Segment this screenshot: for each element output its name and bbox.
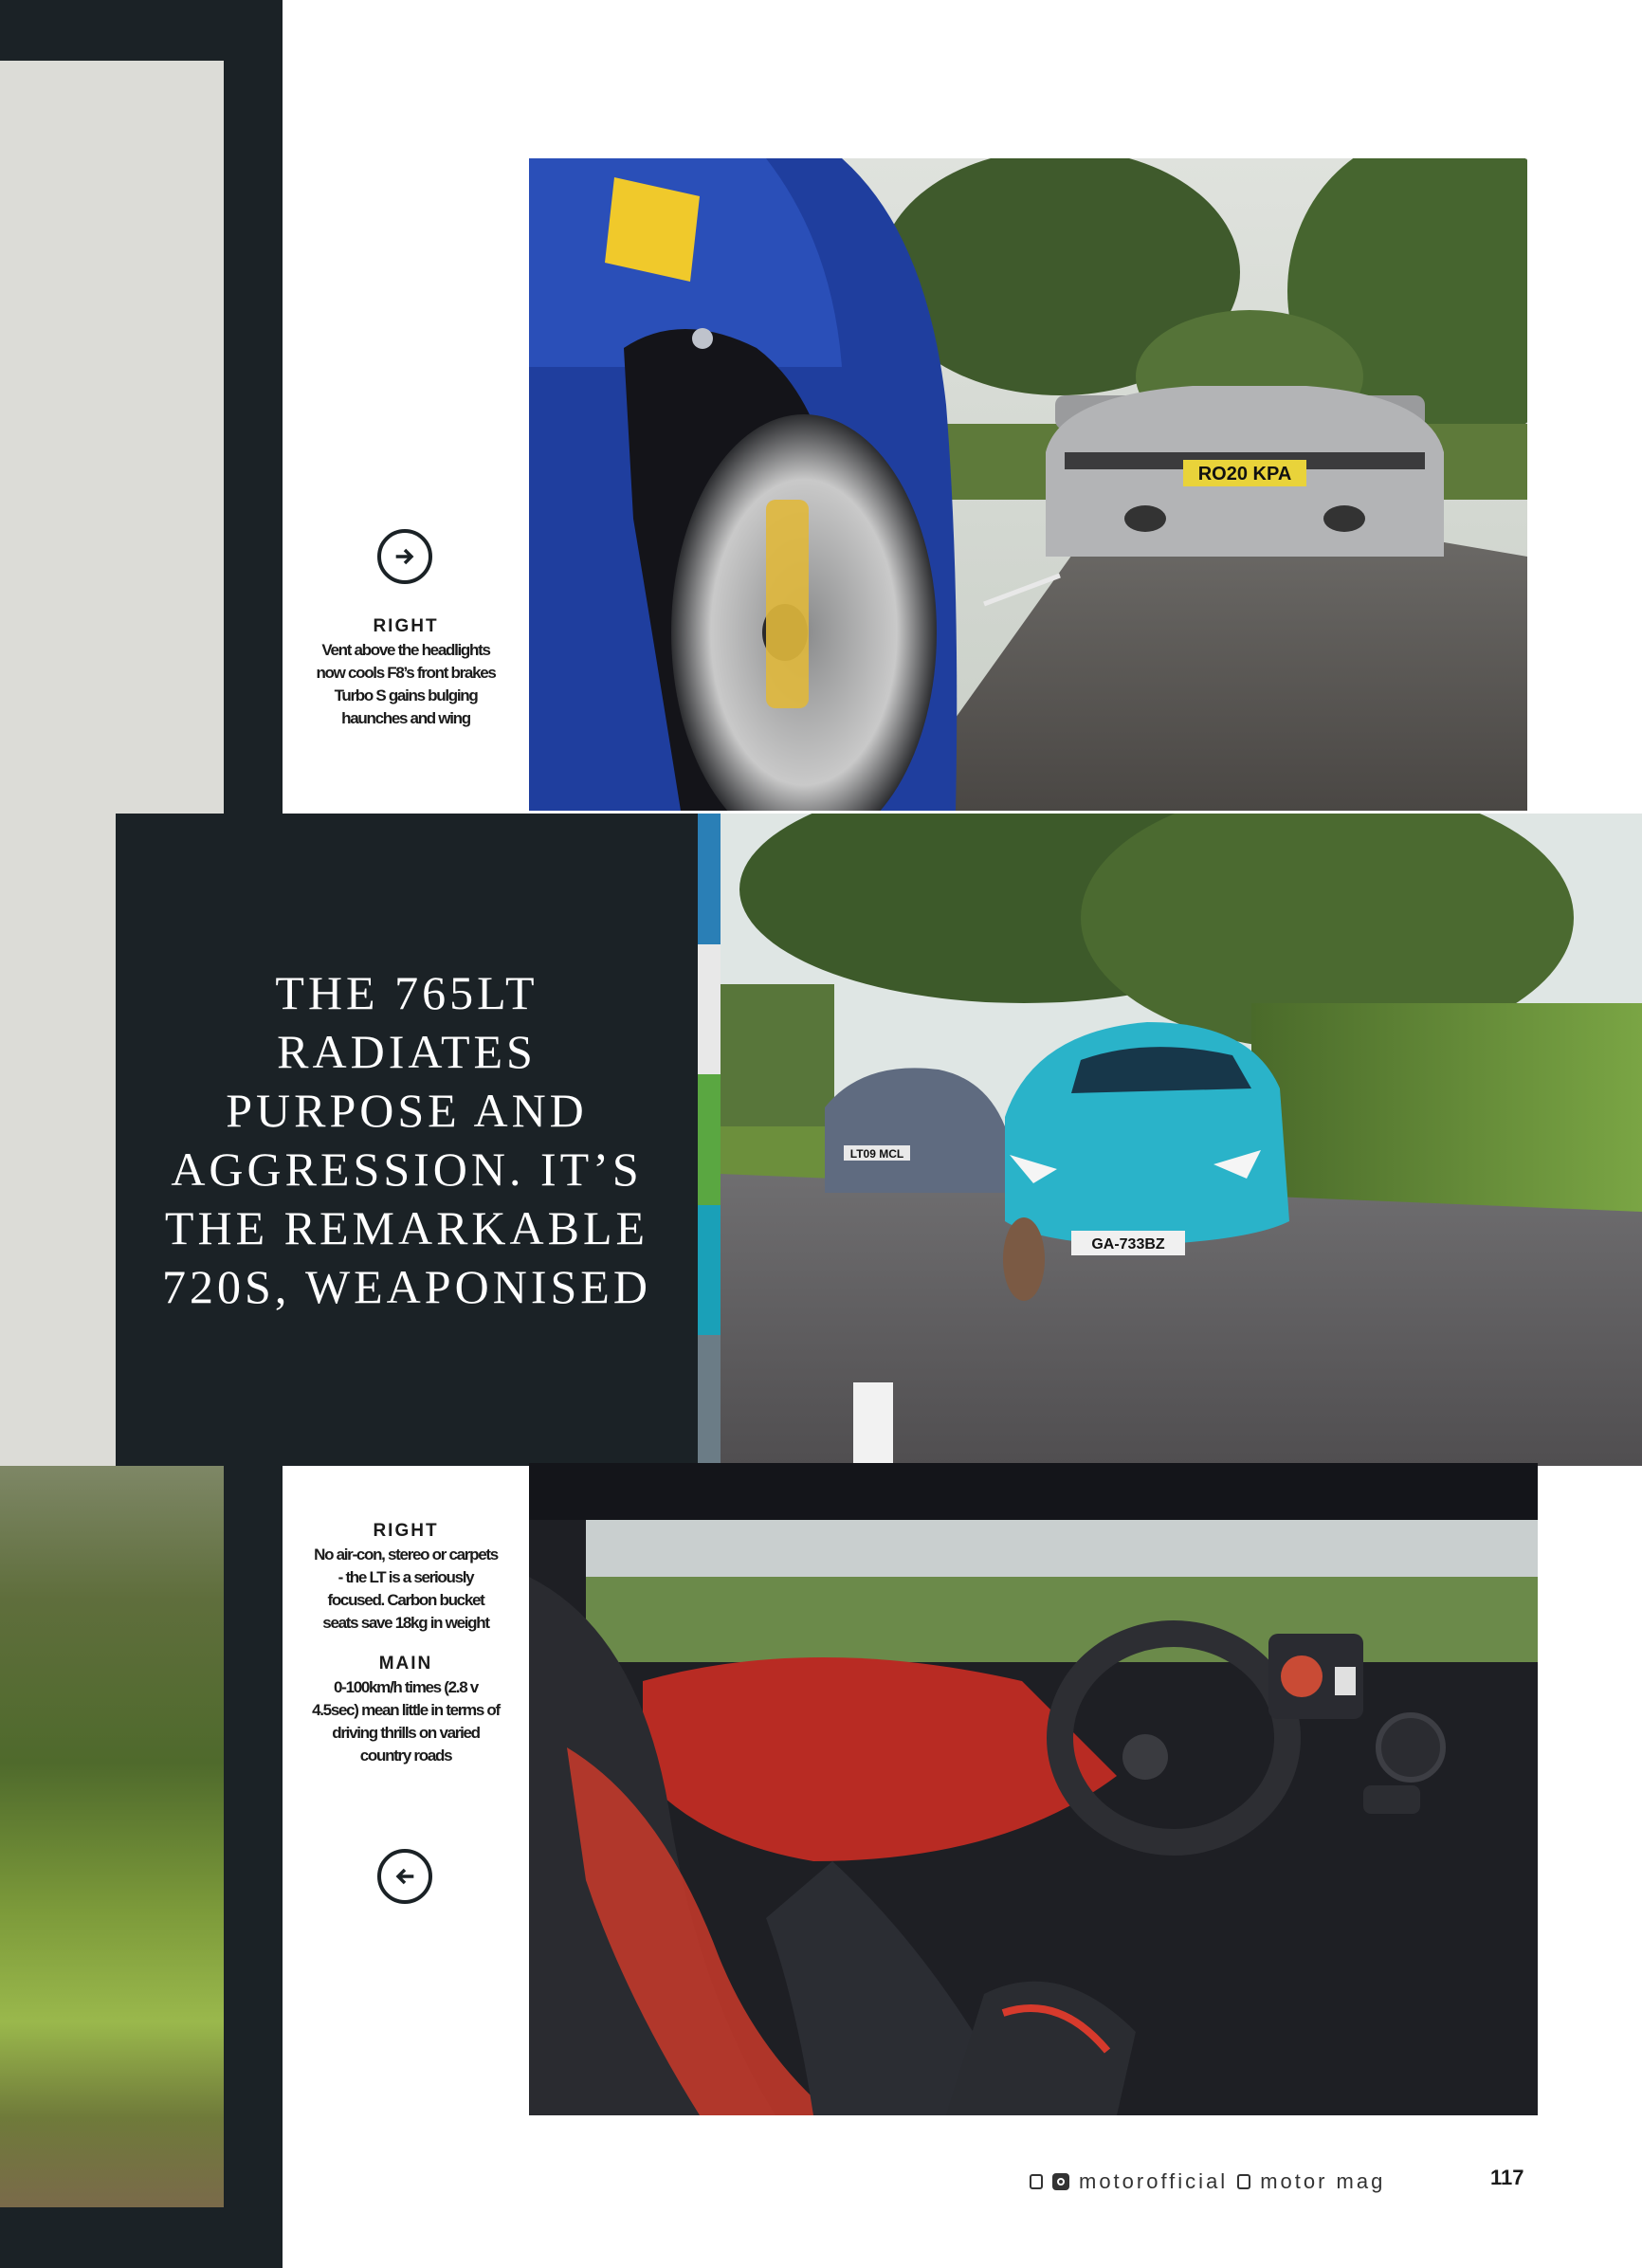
caption-body: Vent above the headlights now cools F8’s front brakes Turbo S gains bulging haunches and wing — [316, 641, 496, 727]
caption-title: RIGHT — [373, 616, 439, 636]
accent-color-bar — [698, 814, 721, 1466]
page-number: 117 — [1490, 2166, 1524, 2189]
caption-right — [311, 1521, 501, 1635]
photo-lamborghini-mclaren — [721, 814, 1642, 1466]
arrow-left-icon — [377, 1849, 432, 1904]
caption-main — [311, 1654, 501, 1767]
instagram-icon — [1052, 2173, 1069, 2190]
photo-mclaren-interior — [529, 1463, 1538, 2115]
caption-bottom — [311, 1521, 501, 1786]
page-footer — [1030, 2167, 1385, 2196]
mclaren-plate: LT09 MCL — [849, 1147, 904, 1161]
left-strip-field-photo — [0, 1466, 224, 2207]
facebook-icon — [1030, 2174, 1043, 2189]
brand-name: motor mag — [1260, 2169, 1386, 2193]
color-bar-segment-green — [698, 1074, 721, 1205]
caption-body: No air-con, stereo or carpets - the LT is a seriously focused. Carbon bucket seats save 18kg in weight — [314, 1546, 498, 1632]
color-bar-segment-white — [698, 944, 721, 1075]
left-strip-cap — [0, 0, 283, 61]
porsche-plate: RO20 KPA — [1197, 464, 1292, 485]
lamborghini-plate: GA-733BZ — [1091, 1236, 1165, 1253]
color-bar-segment-grey — [698, 1335, 721, 1466]
facebook-icon — [1237, 2174, 1250, 2189]
arrow-right-icon — [377, 529, 432, 584]
color-bar-segment-blue — [698, 814, 721, 944]
caption-top-right — [311, 616, 501, 730]
pull-quote-panel — [116, 814, 698, 1466]
caption-title: RIGHT — [373, 1521, 439, 1541]
pull-quote: THE 765LT RADIATES PURPOSE AND AGGRESSION. IT’S THE REMARKABLE 720S, WEAPONISED — [162, 966, 651, 1313]
caption-body: 0-100km/h times (2.8 v 4.5sec) mean little in terms of driving thrills on varied country roads — [312, 1678, 500, 1765]
caption-title: MAIN — [378, 1654, 433, 1674]
social-handle: motorofficial — [1079, 2169, 1229, 2193]
photo-ferrari-porsche — [529, 158, 1527, 811]
color-bar-segment-teal — [698, 1205, 721, 1336]
